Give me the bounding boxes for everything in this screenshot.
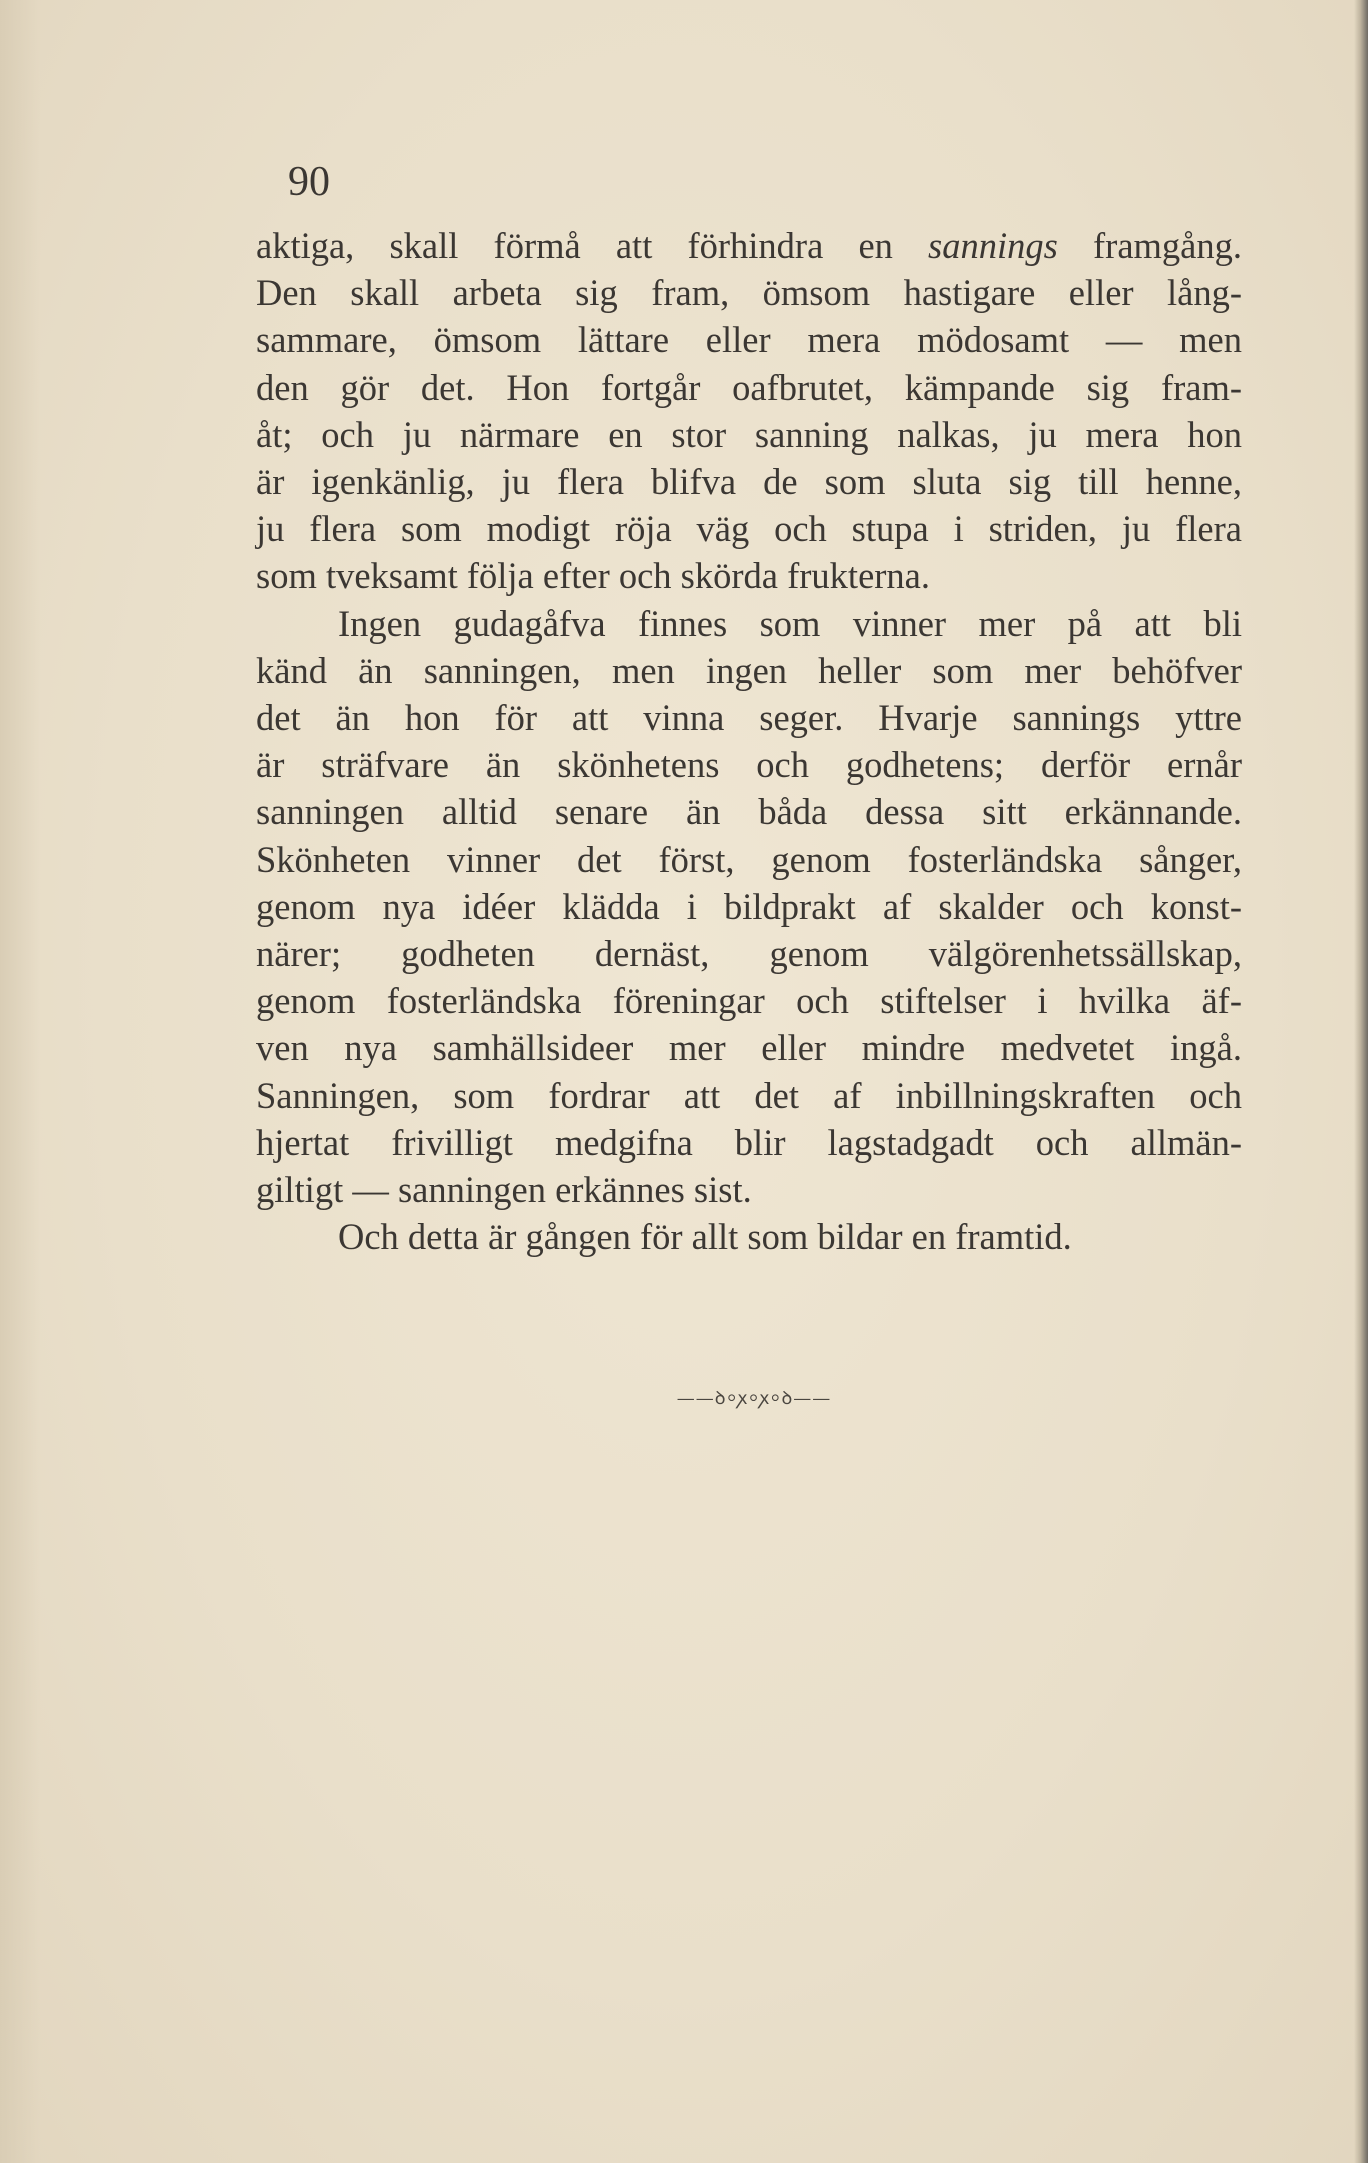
text-line: den gör det. Hon fortgår oafbrutet, kämpande sig fram- xyxy=(256,366,1242,408)
text-line: Och detta är gången för allt som bildar en framtid. xyxy=(338,1216,1072,1258)
text-line: aktiga, skall förmå att förhindra en sannings framgång. xyxy=(256,225,1242,266)
text-line: genom nya idéer klädda i bildprakt af skalder och konst- xyxy=(256,885,1242,927)
text-line: hjertat frivilligt medgifna blir lagstadgadt och allmän- xyxy=(256,1121,1242,1163)
text-line: som tveksamt följa efter och skörda frukterna. xyxy=(256,555,931,597)
italic-word: sannings xyxy=(928,225,1058,266)
text-line: är sträfvare än skönhetens och godhetens; derför ernår xyxy=(256,744,1242,786)
text-line: ven nya samhällsideer mer eller mindre medvetet ingå. xyxy=(256,1027,1242,1069)
page-number: 90 xyxy=(288,159,330,205)
text-line: Den skall arbeta sig fram, ömsom hastigare eller lång- xyxy=(256,272,1242,314)
text-line: Sanningen, som fordrar att det af inbillningskraften och xyxy=(256,1074,1242,1116)
page-left-edge-shadow xyxy=(0,0,40,2163)
text-line: åt; och ju närmare en stor sanning nalkas, ju mera hon xyxy=(256,413,1242,455)
text-line: Ingen gudagåfva finnes som vinner mer på att bli xyxy=(338,602,1242,644)
text-line: ju flera som modigt röja väg och stupa i striden, ju flera xyxy=(256,508,1242,550)
text-line: närer; godheten dernäst, genom välgörenhetssällskap, xyxy=(256,933,1242,975)
end-ornament: ——ꝺ⸰ꭗ⸰ꭗ⸰ꝺ—— xyxy=(676,1388,832,1409)
text-line: det än hon för att vinna seger. Hvarje sannings yttre xyxy=(256,697,1242,739)
body-text xyxy=(256,222,1242,1260)
text-line: Skönheten vinner det först, genom fosterländska sånger, xyxy=(256,838,1242,880)
text-line: giltigt — sanningen erkännes sist. xyxy=(256,1169,752,1211)
text-line: sanningen alltid senare än båda dessa sitt erkännande. xyxy=(256,791,1242,833)
text-line: är igenkänlig, ju flera blifva de som sluta sig till henne, xyxy=(256,461,1242,503)
text-line: känd än sanningen, men ingen heller som mer behöfver xyxy=(256,649,1242,691)
text-line: sammare, ömsom lättare eller mera mödosamt — men xyxy=(256,319,1242,361)
page-right-edge-shadow xyxy=(1354,0,1368,2163)
text-line: genom fosterländska föreningar och stiftelser i hvilka äf- xyxy=(256,980,1242,1022)
